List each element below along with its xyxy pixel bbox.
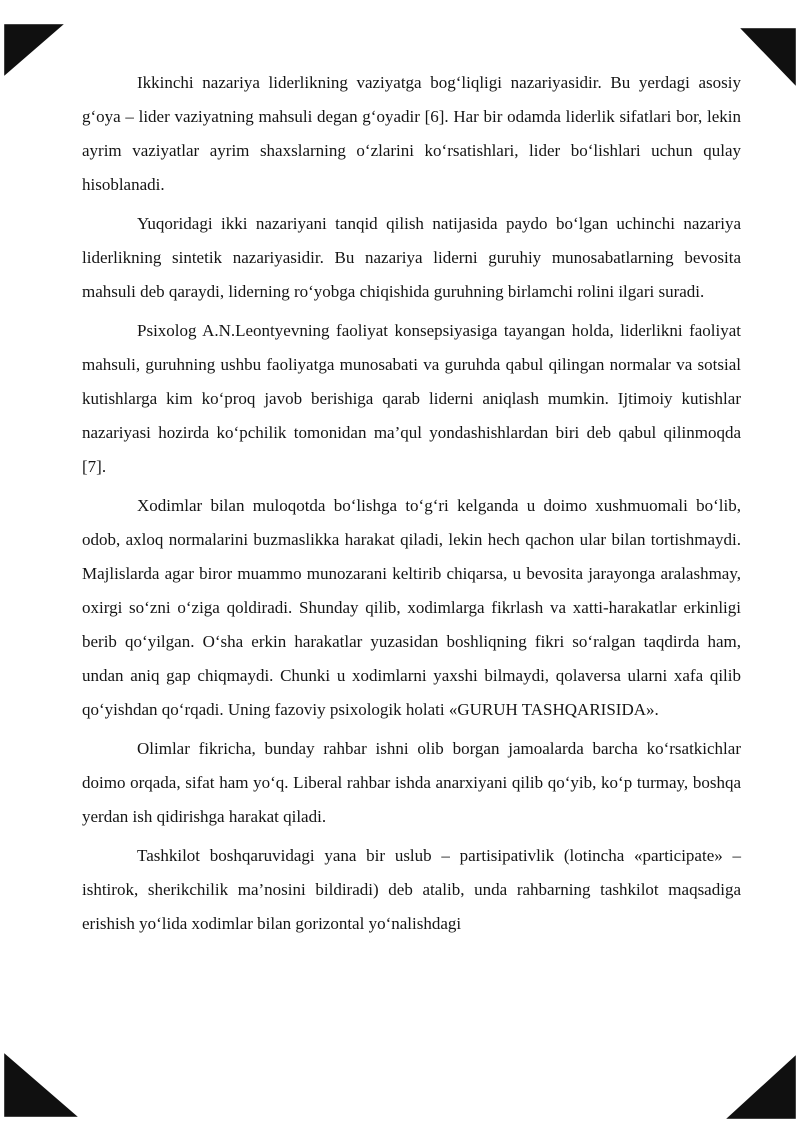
paragraph-employee-communication: Xodimlar bilan muloqotda bo‘lishga to‘g‘ri kelganda u doimo xushmuomali bo‘lib, odob, axloq normalarini buzmaslikka harakat qiladi, lekin hech qachon ular bilan tortishmaydi. Majlislarda agar biror muammo munozarani keltirib chiqarsa, u bevosita jarayonga aralashmay, oxirgi so‘zni o‘ziga qoldiradi. Shunday qilib, xodimlarga fikrlash va xatti-harakatlar erkinligi berib qo‘yilgan. O‘sha erkin harakatlar yuzasidan boshliqning fikri so‘ralgan taqdirda ham, undan aniq gap chiqmaydi. Chunki u xodimlarni yaxshi bilmaydi, qolaversa ularni xafa qilib qo‘yishdan qo‘rqadi. Uning fazoviy psixologik holati «GURUH TASHQARISIDA». (82, 496, 741, 719)
scan-shadow-corner-bottom-right (726, 1055, 796, 1119)
paragraph-liberal-leader: Olimlar fikricha, bunday rahbar ishni olib borgan jamoalarda barcha ko‘rsatkichlar doimo orqada, sifat ham yo‘q. Liberal rahbar ishda anarxiyani qilib qo‘yib, ko‘p turmay, boshqa yerdan ish qidirishga harakat qiladi. (82, 739, 741, 826)
paragraph-situational-theory: Ikkinchi nazariya liderlikning vaziyatga bog‘liqligi nazariyasidir. Bu yerdagi asosiy g‘oya – lider vaziyatning mahsuli degan g‘oyadir [6]. Har bir odamda liderlik sifatlari bor, lekin ayrim vaziyatlar ayrim shaxslarning o‘zlarini ko‘rsatishlari, lider bo‘lishlari uchun qulay hisoblanadi. (82, 73, 741, 194)
scan-shadow-corner-top-right (740, 28, 796, 86)
paragraph-leontyev-concept: Psixolog A.N.Leontyevning faoliyat konsepsiyasiga tayangan holda, liderlikni faoliyat mahsuli, guruhning ushbu faoliyatga munosabati va guruhda qabul qilingan normalar va sotsial kutishlarga kim ko‘proq javob berishiga qarab liderni aniqlash mumkin. Ijtimoiy kutishlar nazariyasi hozirda ko‘pchilik tomonidan ma’qul yondashishlardan biri deb qabul qilinmoqda [7]. (82, 321, 741, 476)
paragraph-synthetic-theory: Yuqoridagi ikki nazariyani tanqid qilish natijasida paydo bo‘lgan uchinchi nazariya liderlikning sintetik nazariyasidir. Bu nazariya liderni guruhiy munosabatlarning bevosita mahsuli deb qaraydi, liderning ro‘yobga chiqishida guruhning birlamchi rolini ilgari suradi. (82, 214, 741, 301)
text-block (82, 66, 741, 946)
paragraph-participative-style: Tashkilot boshqaruvidagi yana bir uslub – partisipativlik (lotincha «participate» – ishtirok, sherikchilik ma’nosini bildiradi) deb atalib, unda rahbarning tashkilot maqsadiga erishish yo‘lida xodimlar bilan gorizontal yo‘nalishdagi (82, 846, 741, 933)
scan-shadow-corner-bottom-left (4, 1053, 78, 1117)
scan-shadow-corner-top-left (4, 24, 64, 76)
